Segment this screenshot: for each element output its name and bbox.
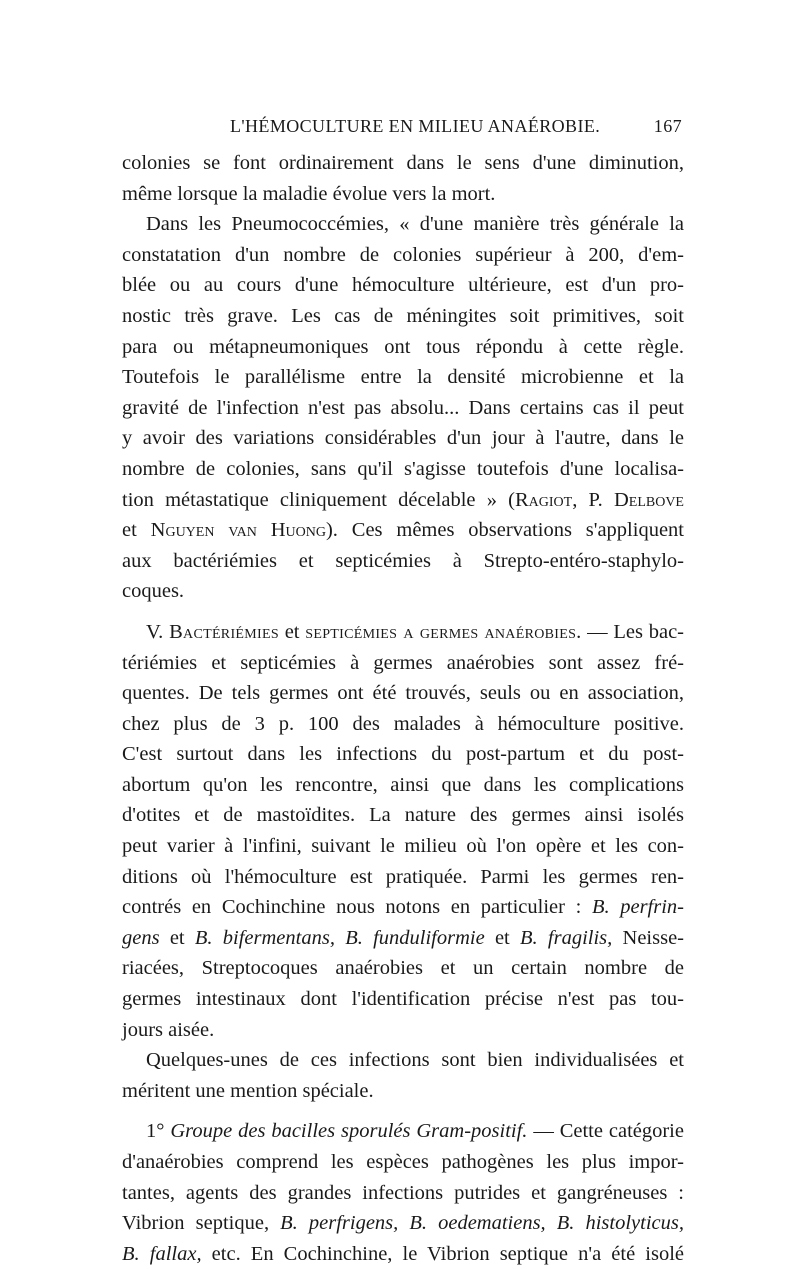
text-span: et: [159, 926, 195, 949]
page-number: 167: [653, 116, 682, 136]
species-name: B. fallax,: [122, 1242, 202, 1265]
text-span: , P.: [572, 488, 614, 511]
text-span: 1°: [146, 1120, 171, 1143]
text-line: riacées, Streptocoques anaérobies et un certain nombre de: [122, 957, 684, 980]
text-line: chez plus de 3 p. 100 des malades à hémoculture positive.: [122, 712, 684, 735]
species-name: B. bifermentans, B. funduliformie: [194, 926, 485, 949]
text-line: méritent une mention spéciale.: [122, 1079, 374, 1102]
running-head: [122, 116, 682, 144]
author-name: Delbove: [613, 488, 684, 511]
text-span: et: [122, 519, 151, 542]
text-line: [122, 515, 684, 546]
text-line: colonies se font ordinairement dans le sens d'une diminution,: [122, 152, 684, 174]
section-heading: Bactériémies: [169, 620, 279, 643]
text-line: aux bactériémies et septicémies à Strepto-entéro-staphylo-: [122, 549, 684, 572]
species-name: B. perfrigens, B. oedematiens, B. histolyticus,: [280, 1212, 684, 1235]
section-gap: [122, 607, 684, 617]
species-name: gens: [122, 926, 160, 949]
text-line: abortum qu'on les rencontre, ainsi que dans les complications: [122, 773, 684, 796]
text-line: [122, 923, 684, 954]
text-line: coques.: [122, 580, 185, 603]
text-line: d'anaérobies comprend les espèces pathogènes les plus impor-: [122, 1151, 684, 1173]
text-line: para ou métapneumoniques ont tous répondu à cette règle.: [122, 335, 684, 358]
text-line: Dans les Pneumococcémies, « d'une manière très générale la: [146, 213, 684, 236]
text-line: [122, 1208, 684, 1239]
section-heading-line: [122, 617, 684, 648]
subsection-heading-line: [122, 1116, 684, 1147]
text-line: blée ou au cours d'une hémoculture ultérieure, est d'un pro-: [122, 274, 684, 297]
author-name: Nguyen van Huong: [150, 519, 326, 542]
text-line: [122, 1239, 684, 1269]
text-span: Neisse-: [612, 926, 684, 949]
author-name: Ragiot: [514, 488, 573, 511]
text-span: — Cette catégorie: [527, 1120, 684, 1143]
text-span: Vibrion septique,: [122, 1212, 281, 1235]
text-line: même lorsque la maladie évolue vers la mort.: [122, 182, 496, 205]
subsection-heading: Groupe des bacilles sporulés Gram-positif.: [170, 1120, 528, 1143]
text-span: et: [278, 620, 306, 643]
text-line: quentes. De tels germes ont été trouvés, seuls ou en association,: [122, 682, 684, 705]
text-line: tériémies et septicémies à germes anaérobies sont assez fré-: [122, 651, 684, 674]
text-line: peut varier à l'infini, suivant le milieu où l'on opère et les con-: [122, 835, 684, 858]
text-line: Quelques-unes de ces infections sont bien individualisées et: [146, 1049, 684, 1072]
text-span: V.: [146, 620, 170, 643]
text-span: . — Les bac-: [576, 620, 684, 643]
text-line: nombre de colonies, sans qu'il s'agisse toutefois d'une localisa-: [122, 457, 684, 480]
text-span: tion métastatique cliniquement décelable » (: [122, 488, 515, 511]
text-line: nostic très grave. Les cas de méningites soit primitives, soit: [122, 304, 684, 327]
running-head-title: L'HÉMOCULTURE EN MILIEU ANAÉROBIE.: [230, 116, 601, 136]
text-line: tantes, agents des grandes infections putrides et gangréneuses :: [122, 1181, 684, 1204]
text-line: y avoir des variations considérables d'un jour à l'autre, dans le: [122, 427, 684, 450]
text-line: d'otites et de mastoïdites. La nature des germes ainsi isolés: [122, 804, 684, 827]
text-line: germes intestinaux dont l'identification précise n'est pas tou-: [122, 988, 684, 1011]
text-line: Toutefois le parallélisme entre la densité microbienne et la: [122, 366, 684, 389]
species-name: B. fragilis,: [520, 926, 613, 949]
section-gap: [122, 1106, 684, 1116]
text-span: contrés en Cochinchine nous notons en particulier :: [122, 896, 592, 919]
text-line: gravité de l'infection n'est pas absolu... Dans certains cas il peut: [122, 396, 684, 419]
text-span: et: [484, 926, 520, 949]
text-line: jours aisée.: [122, 1018, 215, 1041]
text-span: ). Ces mêmes observations s'appliquent: [325, 519, 684, 542]
species-name: B. perfrin-: [591, 896, 684, 919]
text-span: etc. En Cochinchine, le Vibrion septique n'a été isolé: [201, 1242, 684, 1265]
text-line: ditions où l'hémoculture est pratiquée. Parmi les germes ren-: [122, 865, 684, 888]
text-line: [122, 485, 684, 516]
section-heading: septicémies a germes anaérobies: [305, 620, 577, 643]
text-line: C'est surtout dans les infections du post-partum et du post-: [122, 743, 684, 766]
text-line: [122, 892, 684, 923]
body-text: [122, 148, 684, 1269]
text-line: constatation d'un nombre de colonies supérieur à 200, d'em-: [122, 243, 684, 266]
